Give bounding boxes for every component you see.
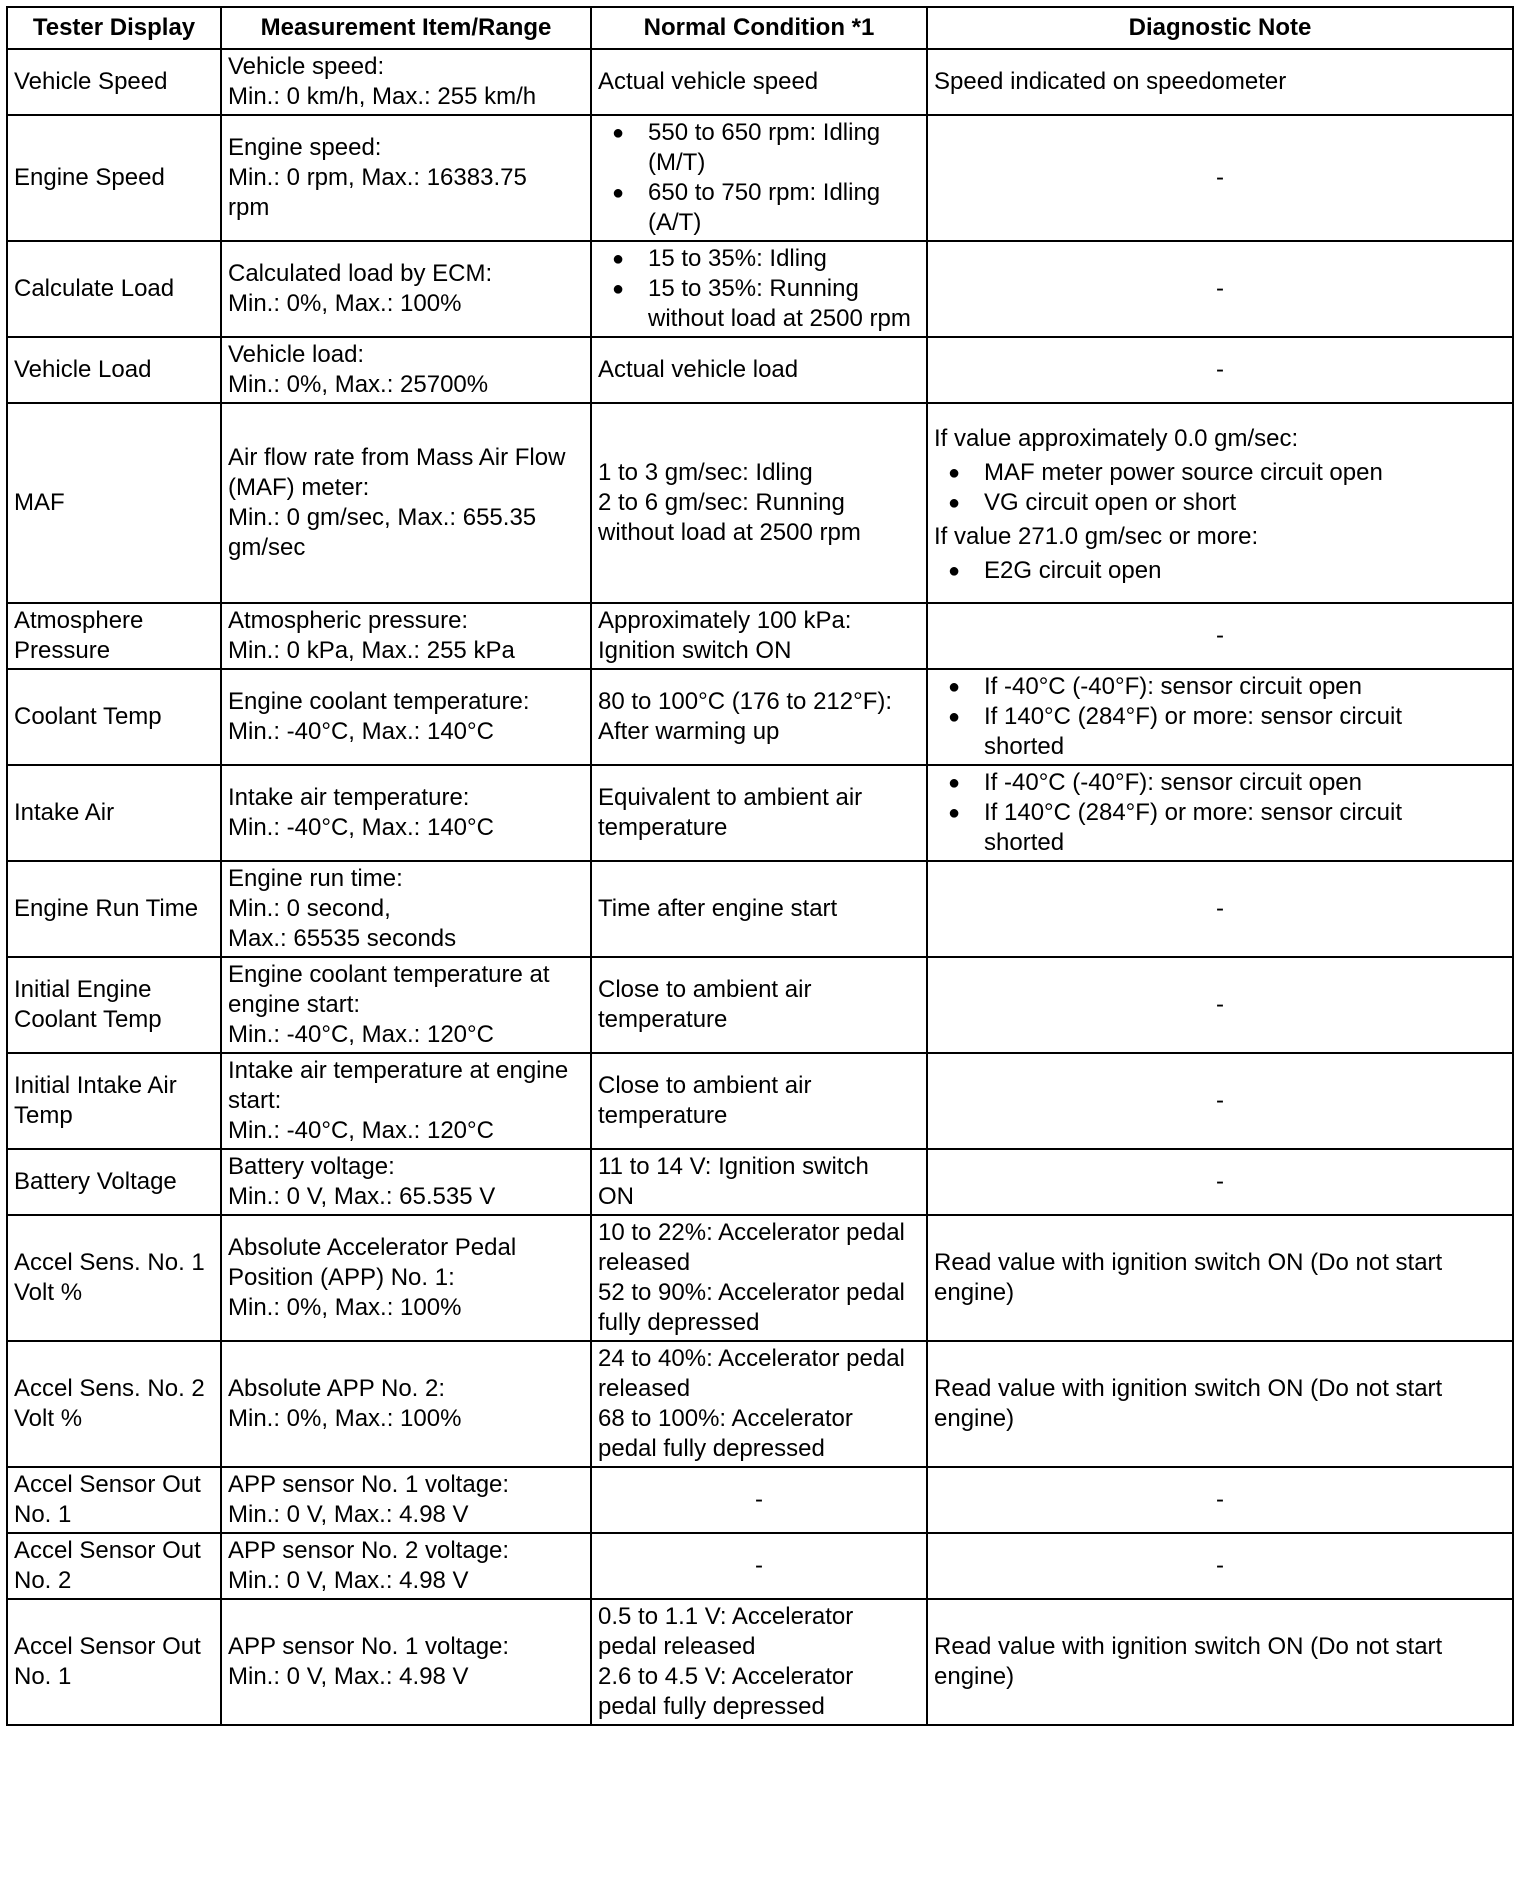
text-line: Initial Engine (14, 976, 152, 1003)
text-line: Ignition switch ON (598, 637, 792, 664)
text-line: temperature (598, 814, 728, 841)
table-row (7, 1053, 1513, 1149)
cell-measurement-range (221, 115, 591, 241)
table-row (7, 1467, 1513, 1533)
text-line: ● 550 to 650 rpm: Idling (648, 119, 881, 146)
text-line: start: (228, 1087, 282, 1114)
text-line: ● E2G circuit open (984, 557, 1162, 584)
text-line: Max.: 65535 seconds (228, 925, 457, 952)
text-line: Volt % (14, 1405, 83, 1432)
text-line: APP sensor No. 1 voltage: (228, 1633, 510, 1660)
cell-normal-condition (591, 1467, 927, 1533)
text-line: Battery voltage: (228, 1153, 395, 1180)
text-line: ● VG circuit open or short (984, 489, 1237, 516)
text-line: 11 to 14 V: Ignition switch (598, 1153, 869, 1180)
empty-dash: - (755, 1486, 763, 1513)
cell-measurement-range (221, 337, 591, 403)
text-line: APP sensor No. 2 voltage: (228, 1537, 510, 1564)
cell-measurement-range (221, 1341, 591, 1467)
empty-dash: - (1216, 1552, 1224, 1579)
text-line: pedal released (598, 1633, 756, 1660)
cell-tester-display (7, 1341, 221, 1467)
text-line: released (598, 1375, 691, 1402)
note-heading: If value approximately 0.0 gm/sec: (934, 425, 1299, 452)
text-line: temperature (598, 1006, 728, 1033)
text-line: Read value with ignition switch ON (Do not start (934, 1375, 1443, 1402)
cell-tester-display (7, 603, 221, 669)
text-line: No. 1 (14, 1501, 72, 1528)
text-line: Accel Sens. No. 2 (14, 1375, 205, 1402)
text-line: Min.: 0 V, Max.: 65.535 V (228, 1183, 496, 1210)
text-line: 0.5 to 1.1 V: Accelerator (598, 1603, 854, 1630)
cell-measurement-range (221, 403, 591, 603)
cell-measurement-range (221, 1533, 591, 1599)
text-line: Air flow rate from Mass Air Flow (228, 444, 566, 471)
text-line: (A/T) (648, 209, 702, 236)
cell-normal-condition (591, 1341, 927, 1467)
text-line: Read value with ignition switch ON (Do not start (934, 1249, 1443, 1276)
text-line: Accel Sensor Out (14, 1471, 201, 1498)
table-row (7, 49, 1513, 115)
text-line: Speed indicated on speedometer (934, 68, 1287, 95)
text-line: ● If 140°C (284°F) or more: sensor circuit (984, 799, 1402, 826)
text-line: Min.: 0%, Max.: 25700% (228, 371, 489, 398)
text-line: Min.: 0 km/h, Max.: 255 km/h (228, 83, 537, 110)
text-line: Engine Speed (14, 164, 165, 191)
text-line: 68 to 100%: Accelerator (598, 1405, 853, 1432)
cell-diagnostic-note (927, 1599, 1513, 1725)
text-line: Engine speed: (228, 134, 382, 161)
header-diagnostic-note: Diagnostic Note (927, 7, 1513, 49)
cell-normal-condition (591, 669, 927, 765)
cell-measurement-range (221, 1053, 591, 1149)
bullet-item (598, 178, 920, 238)
table-row (7, 1533, 1513, 1599)
text-line: fully depressed (598, 1309, 760, 1336)
text-line: Min.: -40°C, Max.: 120°C (228, 1021, 494, 1048)
text-line: Coolant Temp (14, 703, 162, 730)
cell-measurement-range (221, 669, 591, 765)
text-line: 52 to 90%: Accelerator pedal (598, 1279, 905, 1306)
text-line: After warming up (598, 718, 780, 745)
text-line: rpm (228, 194, 270, 221)
text-line: pedal fully depressed (598, 1435, 825, 1462)
text-line: Atmosphere (14, 607, 144, 634)
table-row (7, 1341, 1513, 1467)
cell-measurement-range (221, 1599, 591, 1725)
cell-tester-display (7, 765, 221, 861)
text-line: Calculate Load (14, 275, 175, 302)
table-row (7, 1599, 1513, 1725)
text-line: Min.: 0 V, Max.: 4.98 V (228, 1501, 469, 1528)
cell-diagnostic-note (927, 1467, 1513, 1533)
bullet-item (598, 274, 920, 334)
table-row (7, 1215, 1513, 1341)
cell-tester-display (7, 1149, 221, 1215)
table-row (7, 861, 1513, 957)
text-line: Min.: 0%, Max.: 100% (228, 1405, 462, 1432)
bullet-item (934, 672, 1506, 702)
table-row (7, 603, 1513, 669)
cell-normal-condition (591, 603, 927, 669)
cell-tester-display (7, 1467, 221, 1533)
cell-diagnostic-note (927, 1149, 1513, 1215)
cell-diagnostic-note (927, 1053, 1513, 1149)
bullet-item (934, 556, 1506, 586)
text-line: Initial Intake Air (14, 1072, 177, 1099)
text-line: Min.: -40°C, Max.: 120°C (228, 1117, 494, 1144)
text-line: Pressure (14, 637, 111, 664)
text-line: Accel Sens. No. 1 (14, 1249, 205, 1276)
text-line: Min.: 0%, Max.: 100% (228, 1294, 462, 1321)
bullet-list (934, 556, 1506, 586)
data-list-table (6, 6, 1514, 1726)
empty-dash: - (1216, 991, 1224, 1018)
text-line: temperature (598, 1102, 728, 1129)
cell-measurement-range (221, 603, 591, 669)
text-line: Accel Sensor Out (14, 1537, 201, 1564)
empty-dash: - (1216, 1168, 1224, 1195)
text-line: 1 to 3 gm/sec: Idling (598, 459, 813, 486)
text-line: Battery Voltage (14, 1168, 177, 1195)
cell-diagnostic-note (927, 861, 1513, 957)
table-row (7, 765, 1513, 861)
text-line: MAF (14, 489, 65, 516)
cell-diagnostic-note (927, 1533, 1513, 1599)
text-line: Min.: 0 kPa, Max.: 255 kPa (228, 637, 515, 664)
text-line: ON (598, 1183, 634, 1210)
text-line: ● 650 to 750 rpm: Idling (648, 179, 881, 206)
empty-dash: - (1216, 275, 1224, 302)
empty-dash: - (1216, 622, 1224, 649)
text-line: without load at 2500 rpm (648, 305, 911, 332)
bullet-item (934, 702, 1506, 762)
text-line: 24 to 40%: Accelerator pedal (598, 1345, 905, 1372)
cell-diagnostic-note (927, 603, 1513, 669)
empty-dash: - (1216, 356, 1224, 383)
cell-measurement-range (221, 241, 591, 337)
cell-normal-condition (591, 337, 927, 403)
empty-dash: - (1216, 164, 1224, 191)
empty-dash: - (1216, 1486, 1224, 1513)
bullet-item (934, 488, 1506, 518)
cell-normal-condition (591, 1149, 927, 1215)
empty-dash: - (1216, 1087, 1224, 1114)
bullet-list (934, 672, 1506, 762)
text-line: Min.: 0 V, Max.: 4.98 V (228, 1567, 469, 1594)
cell-diagnostic-note (927, 241, 1513, 337)
text-line: Vehicle load: (228, 341, 365, 368)
bullet-list (598, 244, 920, 334)
table-row (7, 337, 1513, 403)
bullet-item (934, 458, 1506, 488)
cell-diagnostic-note (927, 337, 1513, 403)
text-line: released (598, 1249, 691, 1276)
bullet-list (934, 458, 1506, 518)
text-line: Intake air temperature: (228, 784, 470, 811)
text-line: ● If -40°C (-40°F): sensor circuit open (984, 769, 1362, 796)
cell-measurement-range (221, 957, 591, 1053)
cell-tester-display (7, 403, 221, 603)
text-line: Intake air temperature at engine (228, 1057, 569, 1084)
cell-tester-display (7, 337, 221, 403)
cell-diagnostic-note (927, 669, 1513, 765)
table-row (7, 1149, 1513, 1215)
cell-tester-display (7, 1215, 221, 1341)
cell-normal-condition (591, 1215, 927, 1341)
text-line: Coolant Temp (14, 1006, 162, 1033)
cell-tester-display (7, 241, 221, 337)
text-line: shorted (984, 733, 1065, 760)
cell-tester-display (7, 1599, 221, 1725)
text-line: engine) (934, 1279, 1015, 1306)
text-line: shorted (984, 829, 1065, 856)
cell-diagnostic-note (927, 1215, 1513, 1341)
table-row (7, 115, 1513, 241)
text-line: Absolute Accelerator Pedal (228, 1234, 517, 1261)
text-line: Atmospheric pressure: (228, 607, 469, 634)
text-line: Engine Run Time (14, 895, 199, 922)
text-line: engine start: (228, 991, 361, 1018)
cell-normal-condition (591, 765, 927, 861)
empty-dash: - (1216, 895, 1224, 922)
text-line: Close to ambient air (598, 976, 812, 1003)
cell-normal-condition (591, 957, 927, 1053)
bullet-list (598, 118, 920, 238)
text-line: Vehicle Load (14, 356, 152, 383)
cell-normal-condition (591, 115, 927, 241)
text-line: Min.: -40°C, Max.: 140°C (228, 718, 494, 745)
text-line: 2.6 to 4.5 V: Accelerator (598, 1663, 854, 1690)
text-line: Close to ambient air (598, 1072, 812, 1099)
cell-measurement-range (221, 1215, 591, 1341)
cell-tester-display (7, 957, 221, 1053)
empty-dash: - (755, 1552, 763, 1579)
text-line: 10 to 22%: Accelerator pedal (598, 1219, 905, 1246)
header-tester-display: Tester Display (7, 7, 221, 49)
table-row (7, 403, 1513, 603)
cell-diagnostic-note (927, 957, 1513, 1053)
text-line: Vehicle speed: (228, 53, 385, 80)
text-line: ● 15 to 35%: Running (648, 275, 859, 302)
bullet-item (598, 118, 920, 178)
cell-tester-display (7, 1053, 221, 1149)
text-line: (MAF) meter: (228, 474, 370, 501)
cell-measurement-range (221, 765, 591, 861)
table-body (7, 49, 1513, 1725)
cell-diagnostic-note (927, 115, 1513, 241)
text-line: Engine coolant temperature at (228, 961, 550, 988)
text-line: Read value with ignition switch ON (Do not start (934, 1633, 1443, 1660)
text-line: Intake Air (14, 799, 115, 826)
text-line: ● If -40°C (-40°F): sensor circuit open (984, 673, 1362, 700)
cell-diagnostic-note (927, 1341, 1513, 1467)
cell-normal-condition (591, 241, 927, 337)
text-line: Approximately 100 kPa: (598, 607, 852, 634)
table-row (7, 669, 1513, 765)
text-line: Engine run time: (228, 865, 403, 892)
text-line: ● MAF meter power source circuit open (984, 459, 1383, 486)
cell-normal-condition (591, 49, 927, 115)
text-line: ● 15 to 35%: Idling (648, 245, 827, 272)
cell-measurement-range (221, 1149, 591, 1215)
cell-normal-condition (591, 403, 927, 603)
text-line: gm/sec (228, 534, 306, 561)
text-line: Position (APP) No. 1: (228, 1264, 455, 1291)
text-line: ● If 140°C (284°F) or more: sensor circuit (984, 703, 1402, 730)
cell-diagnostic-note (927, 765, 1513, 861)
text-line: APP sensor No. 1 voltage: (228, 1471, 510, 1498)
header-measurement-item: Measurement Item/Range (221, 7, 591, 49)
bullet-item (934, 798, 1506, 858)
text-line: 80 to 100°C (176 to 212°F): (598, 688, 893, 715)
text-line: Temp (14, 1102, 73, 1129)
text-line: Vehicle Speed (14, 68, 168, 95)
cell-normal-condition (591, 1533, 927, 1599)
cell-measurement-range (221, 49, 591, 115)
text-line: pedal fully depressed (598, 1693, 825, 1720)
text-line: 2 to 6 gm/sec: Running (598, 489, 845, 516)
text-line: Min.: 0 V, Max.: 4.98 V (228, 1663, 469, 1690)
cell-tester-display (7, 861, 221, 957)
table-row (7, 957, 1513, 1053)
cell-normal-condition (591, 1053, 927, 1149)
bullet-list (934, 768, 1506, 858)
cell-diagnostic-note (927, 49, 1513, 115)
text-line: Engine coolant temperature: (228, 688, 530, 715)
text-line: No. 1 (14, 1663, 72, 1690)
text-line: without load at 2500 rpm (598, 519, 861, 546)
header-normal-condition: Normal Condition *1 (591, 7, 927, 49)
bullet-item (934, 768, 1506, 798)
text-line: Min.: 0 second, (228, 895, 391, 922)
text-line: Equivalent to ambient air (598, 784, 863, 811)
cell-normal-condition (591, 861, 927, 957)
bullet-item (598, 244, 920, 274)
text-line: Min.: 0%, Max.: 100% (228, 290, 462, 317)
note-heading: If value 271.0 gm/sec or more: (934, 523, 1259, 550)
table-row (7, 241, 1513, 337)
text-line: Absolute APP No. 2: (228, 1375, 446, 1402)
text-line: Time after engine start (598, 895, 838, 922)
text-line: engine) (934, 1405, 1015, 1432)
text-line: Actual vehicle load (598, 356, 799, 383)
text-line: Actual vehicle speed (598, 68, 819, 95)
cell-measurement-range (221, 861, 591, 957)
text-line: Calculated load by ECM: (228, 260, 493, 287)
table-header-row (7, 7, 1513, 49)
text-line: (M/T) (648, 149, 706, 176)
cell-tester-display (7, 115, 221, 241)
cell-tester-display (7, 1533, 221, 1599)
cell-tester-display (7, 49, 221, 115)
cell-normal-condition (591, 1599, 927, 1725)
text-line: Min.: -40°C, Max.: 140°C (228, 814, 494, 841)
text-line: Volt % (14, 1279, 83, 1306)
cell-measurement-range (221, 1467, 591, 1533)
text-line: Min.: 0 gm/sec, Max.: 655.35 (228, 504, 537, 531)
text-line: No. 2 (14, 1567, 72, 1594)
text-line: Min.: 0 rpm, Max.: 16383.75 (228, 164, 527, 191)
cell-diagnostic-note (927, 403, 1513, 603)
text-line: engine) (934, 1663, 1015, 1690)
text-line: Accel Sensor Out (14, 1633, 201, 1660)
cell-tester-display (7, 669, 221, 765)
